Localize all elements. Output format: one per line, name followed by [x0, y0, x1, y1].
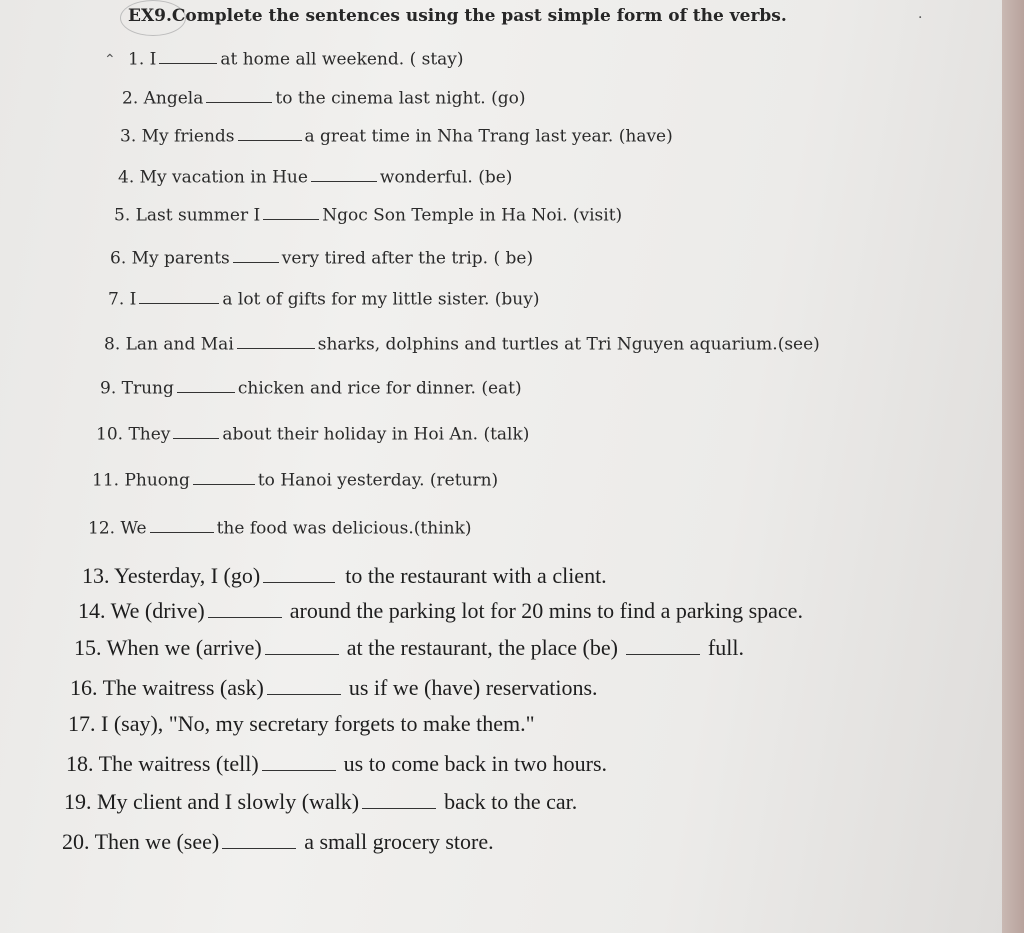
exercise-title: EX9.Complete the sentences using the past simple form of the verbs. [128, 6, 787, 26]
sentence-1 [128, 48, 464, 69]
sentence-13 [82, 562, 607, 589]
sentence-start: 12. We [88, 518, 147, 539]
answer-blank[interactable] [193, 469, 255, 485]
sentence-start: 16. The waitress (ask) [70, 674, 264, 700]
answer-blank[interactable] [263, 562, 335, 583]
sentence-start: 4. My vacation in Hue [118, 167, 308, 188]
sentence-end: us if we (have) reservations. [348, 674, 598, 700]
sentence-15 [74, 634, 744, 661]
answer-blank[interactable] [208, 597, 282, 618]
sentence-end: us to come back in two hours. [343, 750, 608, 776]
answer-blank[interactable] [150, 517, 214, 533]
page-edge [1002, 0, 1024, 933]
sentence-10 [96, 423, 529, 444]
sentence-start: 9. Trung [100, 378, 174, 399]
answer-blank[interactable] [238, 125, 302, 141]
sentence-4 [118, 166, 512, 187]
sentence-end: sharks, dolphins and turtles at Tri Nguyen aquarium.(see) [317, 334, 820, 355]
sentence-end: back to the car. [444, 788, 578, 814]
answer-blank[interactable] [362, 788, 436, 809]
sentence-end: to Hanoi yesterday. (return) [257, 470, 499, 491]
answer-blank[interactable] [177, 377, 235, 393]
sentence-9 [100, 377, 522, 398]
answer-blank[interactable] [267, 674, 341, 695]
sentence-2 [122, 87, 526, 108]
sentence-middle: at the restaurant, the place (be) [346, 634, 618, 660]
sentence-end: a lot of gifts for my little sister. (buy) [222, 289, 540, 310]
sentence-end: chicken and rice for dinner. (eat) [237, 378, 522, 399]
answer-blank[interactable] [173, 423, 219, 439]
answer-blank[interactable] [222, 828, 296, 849]
sentence-end: to the cinema last night. (go) [275, 88, 526, 109]
sentence-end: full. [707, 634, 744, 660]
answer-blank[interactable] [263, 204, 319, 220]
sentence-start: 8. Lan and Mai [104, 334, 234, 355]
answer-blank[interactable] [139, 288, 219, 304]
answer-blank[interactable] [206, 87, 272, 103]
answer-blank[interactable] [237, 333, 315, 349]
sentence-start: 13. Yesterday, I (go) [82, 562, 261, 588]
sentence-start: 17. I (say), "No, my secretary forgets to make them." [68, 711, 535, 736]
sentence-16 [70, 674, 598, 701]
sentence-18 [66, 750, 607, 777]
sentence-end: very tired after the trip. ( be) [281, 248, 534, 269]
sentence-start: 11. Phuong [92, 470, 190, 491]
sentence-19 [64, 788, 577, 815]
sentence-start: 1. I [128, 49, 157, 70]
sentence-end: around the parking lot for 20 mins to find a parking space. [289, 597, 803, 623]
sentence-end: Ngoc Son Temple in Ha Noi. (visit) [322, 205, 623, 226]
sentence-14 [78, 597, 803, 624]
answer-blank[interactable] [159, 48, 217, 64]
answer-blank[interactable] [626, 634, 700, 655]
sentence-12 [88, 517, 472, 538]
sentence-end: to the restaurant with a client. [345, 562, 607, 588]
sentence-start: 7. I [108, 289, 137, 310]
sentence-7 [108, 288, 539, 309]
sentence-start: 2. Angela [122, 88, 204, 109]
sentence-start: 19. My client and I slowly (walk) [64, 788, 360, 814]
sentence-start: 18. The waitress (tell) [66, 750, 259, 776]
sentence-start: 14. We (drive) [78, 597, 205, 623]
pen-mark: ⌃ [104, 52, 116, 68]
answer-blank[interactable] [233, 247, 279, 263]
sentence-5 [114, 204, 622, 225]
sentence-20 [62, 828, 494, 855]
sentence-end: a great time in Nha Trang last year. (have) [304, 126, 673, 147]
sentence-6 [110, 247, 533, 268]
sentence-start: 5. Last summer I [114, 205, 261, 226]
sentence-start: 10. They [96, 424, 171, 445]
sentence-start: 20. Then we (see) [62, 828, 220, 854]
sentence-end: the food was delicious.(think) [216, 518, 472, 539]
sentence-end: at home all weekend. ( stay) [220, 49, 464, 70]
sentence-start: 15. When we (arrive) [74, 634, 262, 660]
answer-blank[interactable] [311, 166, 377, 182]
sentence-11 [92, 469, 498, 490]
sentence-8 [104, 333, 820, 354]
sentence-3 [120, 125, 673, 146]
sentence-start: 6. My parents [110, 248, 230, 269]
sentence-start: 3. My friends [120, 126, 235, 147]
answer-blank[interactable] [262, 750, 336, 771]
sentence-end: a small grocery store. [304, 828, 494, 854]
sentence-end: about their holiday in Hoi An. (talk) [222, 424, 530, 445]
pen-dot: · [918, 10, 923, 26]
sentence-end: wonderful. (be) [379, 167, 513, 188]
answer-blank[interactable] [265, 634, 339, 655]
sentence-17 [68, 711, 535, 737]
